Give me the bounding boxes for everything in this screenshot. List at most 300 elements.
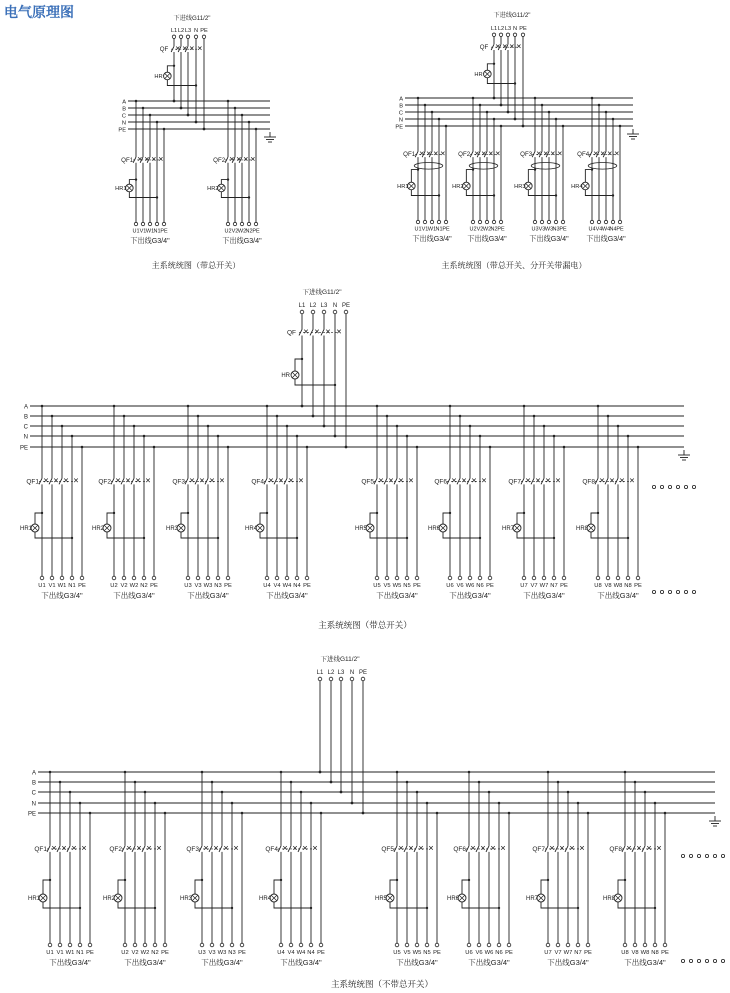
bus-label: B: [31, 780, 36, 787]
outgoing-label: 下出线G3/4": [266, 591, 308, 600]
junction-dot: [553, 435, 556, 438]
outgoing-terminal: W1: [145, 228, 155, 235]
contact-x-mark: [198, 46, 201, 49]
lamp-return: [462, 902, 499, 908]
junction-dot: [396, 771, 399, 774]
bus-label: A: [399, 96, 403, 103]
terminal-ring: [395, 576, 399, 580]
terminal-ring: [200, 943, 204, 947]
outgoing-terminal: U2: [469, 226, 477, 233]
continuation-dot: [689, 959, 692, 962]
junction-dot: [306, 446, 309, 449]
junction-dot: [59, 781, 62, 784]
lamp-return: [618, 902, 655, 908]
outgoing-terminal: V7: [554, 950, 562, 956]
ground-icon: [678, 450, 690, 460]
bus-label: PE: [19, 445, 28, 452]
outgoing-label: 下出线G3/4": [376, 591, 418, 600]
indicator-lamp-icon: [513, 524, 521, 532]
feeder-lamp-label: HR1: [19, 526, 32, 532]
junction-dot: [124, 771, 127, 774]
lamp-feed: [167, 66, 174, 72]
continuation-dots: [652, 485, 695, 593]
outgoing-terminal: W4: [601, 226, 611, 233]
junction-dot: [113, 405, 116, 408]
contact-x-mark: [429, 846, 433, 850]
junction-dot: [469, 425, 472, 428]
feeder-switch-label: QF7: [532, 845, 545, 853]
supply-terminal-l2: L2: [327, 670, 335, 676]
lamp-feed: [585, 170, 592, 183]
junction-dot: [607, 415, 610, 418]
feeder-lamp-label: HR4: [244, 526, 257, 532]
terminal-ring: [339, 677, 343, 681]
indicator-lamp-icon: [39, 894, 47, 902]
circuit-breaker: [39, 462, 82, 505]
supply-terminal-l2: L2: [309, 303, 317, 309]
junction-dot: [533, 415, 536, 418]
continuation-dot: [713, 959, 716, 962]
supply-label: 下进线G11/2": [302, 289, 342, 296]
feeder-7: [526, 771, 592, 967]
terminal-ring: [405, 943, 409, 947]
main-switch-label: QF: [159, 46, 169, 54]
junction-dot: [664, 812, 667, 815]
outgoing-terminal: N2: [490, 226, 498, 233]
terminal-ring: [254, 222, 257, 225]
continuation-dot: [652, 590, 655, 593]
junction-dot: [164, 812, 167, 815]
terminal-ring: [633, 943, 637, 947]
indicator-lamp-icon: [582, 182, 590, 190]
terminal-ring: [663, 943, 667, 947]
lamp-feed: [274, 880, 281, 894]
outgoing-label: 下出线G3/4": [201, 958, 243, 967]
continuation-dot: [660, 590, 663, 593]
outgoing-label: 下出线G3/4": [124, 958, 166, 967]
outgoing-terminal: V3: [208, 950, 216, 956]
junction-dot: [49, 771, 52, 774]
feeder-3: [180, 771, 246, 967]
junction-dot: [241, 812, 244, 815]
feeder-switch-label: QF4: [251, 478, 264, 486]
feeder-lamp-label: HR4: [258, 896, 271, 902]
junction-dot: [207, 425, 210, 428]
terminal-ring: [143, 943, 147, 947]
junction-dot: [587, 812, 590, 815]
terminal-ring: [606, 576, 610, 580]
contact-x-mark: [630, 479, 634, 483]
feeder-lamp-label: HR5: [374, 896, 387, 902]
terminal-ring: [597, 220, 600, 223]
junction-dot: [248, 121, 251, 124]
junction-dot: [134, 781, 137, 784]
indicator-lamp-icon: [164, 72, 172, 80]
supply-terminal-l1: L1: [490, 26, 498, 32]
terminal-ring: [132, 576, 136, 580]
lamp-return: [181, 532, 218, 538]
contact-x-mark: [220, 479, 224, 483]
terminal-ring: [350, 677, 354, 681]
outgoing-label: 下出线G3/4": [523, 591, 565, 600]
outgoing-terminal: PE: [252, 228, 260, 235]
continuation-dot: [668, 590, 671, 593]
feeder-1: [28, 771, 94, 967]
supply-terminal-l2: L2: [177, 28, 185, 34]
terminal-ring: [226, 576, 230, 580]
outgoing-terminal: W6: [484, 950, 494, 956]
terminal-ring: [186, 35, 189, 38]
contact-x-mark: [615, 152, 618, 155]
junction-dot: [523, 405, 526, 408]
feeder-switch-label: QF2: [109, 845, 122, 853]
contact-x-mark: [496, 152, 499, 155]
junction-dot: [597, 405, 600, 408]
outgoing-terminal: V3: [538, 226, 546, 233]
outgoing-terminal: W7: [539, 583, 549, 589]
indicator-lamp-icon: [614, 894, 622, 902]
outgoing-terminal: PE: [161, 950, 169, 956]
outgoing-terminal: U2: [224, 228, 232, 235]
terminal-ring: [311, 310, 315, 314]
junction-dot: [619, 125, 622, 128]
outgoing-terminal: W1: [427, 226, 437, 233]
junction-dot: [334, 435, 337, 438]
terminal-ring: [70, 576, 74, 580]
feeder-switch-label: QF4: [265, 845, 278, 853]
terminal-ring: [458, 576, 462, 580]
outgoing-terminal: V4: [287, 950, 295, 956]
feeder-lamp-label: HR6: [427, 526, 440, 532]
continuation-dot: [681, 959, 684, 962]
diagram-caption: 主系统统图（不带总开关）: [330, 979, 434, 989]
junction-dot: [300, 791, 303, 794]
lamp-feed: [528, 170, 535, 183]
junction-dot: [577, 802, 580, 805]
bus-bars: [20, 405, 690, 461]
outgoing-label: 下出线G3/4": [113, 591, 155, 600]
terminal-ring: [590, 220, 593, 223]
junction-dot: [567, 791, 570, 794]
continuation-dot: [713, 854, 716, 857]
circuit-breaker: [394, 830, 437, 872]
circuit-breaker: [122, 830, 165, 872]
bus-label: A: [31, 770, 36, 777]
incoming-supply: [281, 287, 350, 448]
feeder-lamp-label: HR1: [115, 185, 127, 192]
terminal-ring: [240, 222, 243, 225]
junction-dot: [612, 118, 615, 121]
lamp-return: [43, 902, 80, 908]
junction-dot: [301, 405, 304, 408]
terminal-ring: [153, 943, 157, 947]
terminal-ring: [487, 943, 491, 947]
lamp-feed: [129, 180, 136, 185]
junction-dot: [310, 802, 313, 805]
terminal-ring: [226, 222, 229, 225]
outgoing-terminal: W5: [412, 950, 422, 956]
junction-dot: [493, 118, 496, 121]
contact-x-mark: [517, 44, 520, 47]
diagram-caption: 主系统统图（带总开关、分开关带漏电）: [441, 261, 587, 270]
junction-dot: [143, 435, 146, 438]
lamp-feed: [517, 513, 524, 524]
outgoing-terminal: W1: [57, 583, 67, 589]
terminal-ring: [375, 576, 379, 580]
feeder-8: [603, 771, 669, 967]
lamp-return: [35, 532, 72, 538]
supply-terminal-n: N: [332, 303, 338, 309]
circuit-breaker: [264, 462, 307, 505]
bus-label: N: [121, 120, 126, 127]
outgoing-terminal: PE: [486, 583, 494, 589]
junction-dot: [217, 435, 220, 438]
outgoing-terminal: PE: [433, 950, 441, 956]
junction-dot: [416, 791, 419, 794]
feeder-switch-label: QF1: [121, 156, 134, 164]
indicator-lamp-icon: [126, 184, 134, 192]
indicator-lamp-icon: [218, 184, 226, 192]
junction-dot: [488, 791, 491, 794]
bus-label: PE: [118, 127, 126, 134]
outgoing-terminal: U6: [465, 950, 473, 956]
continuation-dots: [681, 854, 724, 962]
feeder-3: [166, 405, 232, 600]
continuation-dot: [660, 485, 663, 488]
supply-terminal-n: N: [193, 28, 199, 34]
terminal-ring: [361, 677, 365, 681]
terminal-ring: [467, 943, 471, 947]
contact-x-mark: [409, 479, 413, 483]
feeder-7: [502, 405, 568, 600]
terminal-ring: [265, 576, 269, 580]
junction-dot: [362, 812, 365, 815]
terminal-ring: [172, 35, 175, 38]
continuation-dot: [692, 590, 695, 593]
outgoing-terminal: V6: [475, 950, 483, 956]
continuation-dot: [721, 959, 724, 962]
outgoing-terminal: U3: [184, 583, 192, 589]
terminal-ring: [122, 576, 126, 580]
outgoing-terminal: N1: [435, 226, 443, 233]
feeder-switch-label: QF1: [403, 151, 416, 159]
feeder-lamp-label: HR3: [514, 183, 526, 190]
terminal-ring: [596, 576, 600, 580]
outgoing-label: 下出线G3/4": [586, 235, 626, 243]
outgoing-label: 下出线G3/4": [547, 958, 589, 967]
feeder-switch-label: QF2: [98, 478, 111, 486]
feeder-switch-label: QF7: [508, 478, 521, 486]
bus-label: B: [23, 414, 28, 421]
feeder-lamp-label: HR7: [525, 896, 538, 902]
outgoing-terminal: N4: [307, 950, 315, 956]
terminal-ring: [300, 310, 304, 314]
supply-terminal-l1: L1: [298, 303, 306, 309]
terminal-ring: [329, 677, 333, 681]
feeder-5: [355, 405, 421, 600]
outgoing-label: 下出线G3/4": [222, 237, 262, 245]
contact-x-mark: [251, 157, 254, 160]
terminal-ring: [562, 576, 566, 580]
outgoing-terminal: N6: [495, 950, 503, 956]
contact-x-mark: [146, 479, 150, 483]
bus-label: N: [31, 801, 36, 808]
outgoing-terminal: W3: [217, 950, 227, 956]
junction-dot: [417, 97, 420, 100]
junction-dot: [479, 104, 482, 107]
junction-dot: [416, 446, 419, 449]
junction-dot: [431, 111, 434, 114]
supply-terminal-pe: PE: [358, 670, 368, 676]
feeder-lamp-label: HR2: [452, 183, 464, 190]
junction-dot: [195, 121, 198, 124]
feeder-4: [245, 405, 311, 600]
outgoing-terminal: V5: [403, 950, 411, 956]
outgoing-terminal: N4: [609, 226, 617, 233]
bus-bars: [118, 99, 276, 142]
terminal-ring: [134, 222, 137, 225]
lamp-feed: [390, 880, 397, 894]
junction-dot: [241, 114, 244, 117]
junction-dot: [203, 128, 206, 131]
indicator-lamp-icon: [270, 894, 278, 902]
contact-x-mark: [558, 152, 561, 155]
terminal-ring: [194, 35, 197, 38]
lamp-feed: [618, 880, 625, 894]
outgoing-terminal: W2: [140, 950, 150, 956]
outgoing-label: 下出线G3/4": [130, 237, 170, 245]
junction-dot: [386, 415, 389, 418]
terminal-ring: [210, 943, 214, 947]
terminal-ring: [437, 220, 440, 223]
supply-terminal-n: N: [349, 670, 355, 676]
feeder-1: [20, 405, 86, 600]
junction-dot: [227, 100, 230, 103]
outgoing-terminal: PE: [86, 950, 94, 956]
circuit-breaker: [225, 150, 256, 172]
junction-dot: [89, 812, 92, 815]
junction-dot: [123, 415, 126, 418]
outgoing-terminal: V1: [139, 228, 147, 235]
outgoing-terminal: N8: [651, 950, 659, 956]
feeder-switch-label: QF6: [453, 845, 466, 853]
outgoing-terminal: U8: [621, 950, 629, 956]
indicator-lamp-icon: [458, 894, 466, 902]
terminal-ring: [554, 220, 557, 223]
incoming-supply: [474, 11, 530, 127]
feeder-6: [447, 771, 513, 967]
terminal-ring: [556, 943, 560, 947]
incoming-supply: [154, 14, 210, 130]
terminal-ring: [141, 222, 144, 225]
supply-terminal-l3: L3: [184, 28, 192, 34]
terminal-ring: [430, 220, 433, 223]
junction-dot: [187, 405, 190, 408]
terminal-ring: [547, 220, 550, 223]
lamp-return: [370, 532, 407, 538]
junction-dot: [493, 97, 496, 100]
continuation-dot: [676, 590, 679, 593]
junction-dot: [144, 791, 147, 794]
junction-dot: [534, 97, 537, 100]
outgoing-terminal: V2: [131, 950, 139, 956]
terminal-ring: [521, 33, 524, 36]
terminal-ring: [80, 576, 84, 580]
junction-dot: [562, 125, 565, 128]
terminal-ring: [435, 943, 439, 947]
junction-dot: [276, 415, 279, 418]
supply-terminal-l3: L3: [504, 26, 512, 32]
terminal-ring: [533, 220, 536, 223]
terminal-ring: [220, 943, 224, 947]
contact-x-mark: [441, 152, 444, 155]
indicator-lamp-icon: [484, 70, 492, 78]
outgoing-label: 下出线G3/4": [467, 235, 507, 243]
supply-label: 下进线G11/2": [173, 15, 211, 22]
lamp-return: [541, 902, 578, 908]
lamp-feed: [35, 513, 42, 524]
contact-x-mark: [657, 846, 661, 850]
junction-dot: [340, 791, 343, 794]
terminal-ring: [216, 576, 220, 580]
feeder-switch-label: QF1: [34, 845, 47, 853]
terminal-ring: [623, 943, 627, 947]
outgoing-terminal: U5: [373, 583, 381, 589]
continuation-dot: [697, 854, 700, 857]
outgoing-terminal: U3: [531, 226, 539, 233]
contact-x-mark: [82, 846, 86, 850]
lamp-feed: [221, 180, 228, 185]
circuit-breaker: [545, 830, 588, 872]
outgoing-terminal: N6: [476, 583, 484, 589]
junction-dot: [180, 107, 183, 110]
feeder-lamp-label: HR8: [602, 896, 615, 902]
junction-dot: [187, 114, 190, 117]
junction-dot: [486, 111, 489, 114]
feeder-2: [207, 100, 262, 245]
circuit-breaker: [470, 148, 501, 162]
feeder-lamp-label: HR5: [354, 526, 367, 532]
circuit-breaker: [133, 150, 164, 172]
lamp-feed: [107, 513, 114, 524]
leakage-transformer-icon: [531, 162, 560, 169]
terminal-ring: [148, 222, 151, 225]
outgoing-terminal: U7: [520, 583, 528, 589]
terminal-ring: [322, 310, 326, 314]
outgoing-terminal: W5: [392, 583, 402, 589]
circuit-breaker: [466, 830, 509, 872]
junction-dot: [351, 802, 354, 805]
junction-dot: [605, 111, 608, 114]
terminal-ring: [507, 943, 511, 947]
circuit-breaker: [589, 148, 620, 162]
feeder-2: [103, 771, 169, 967]
continuation-dot: [676, 485, 679, 488]
junction-dot: [489, 446, 492, 449]
terminal-ring: [88, 943, 92, 947]
circuit-breaker: [199, 830, 242, 872]
outgoing-terminal: V1: [48, 583, 56, 589]
terminal-ring: [196, 576, 200, 580]
outgoing-terminal: W2: [237, 228, 247, 235]
terminal-ring: [112, 576, 116, 580]
outgoing-terminal: U1: [132, 228, 140, 235]
outgoing-terminal: N3: [214, 583, 222, 589]
outgoing-terminal: PE: [150, 583, 158, 589]
outgoing-terminal: N2: [140, 583, 148, 589]
terminal-ring: [576, 943, 580, 947]
ground-icon: [627, 129, 639, 139]
